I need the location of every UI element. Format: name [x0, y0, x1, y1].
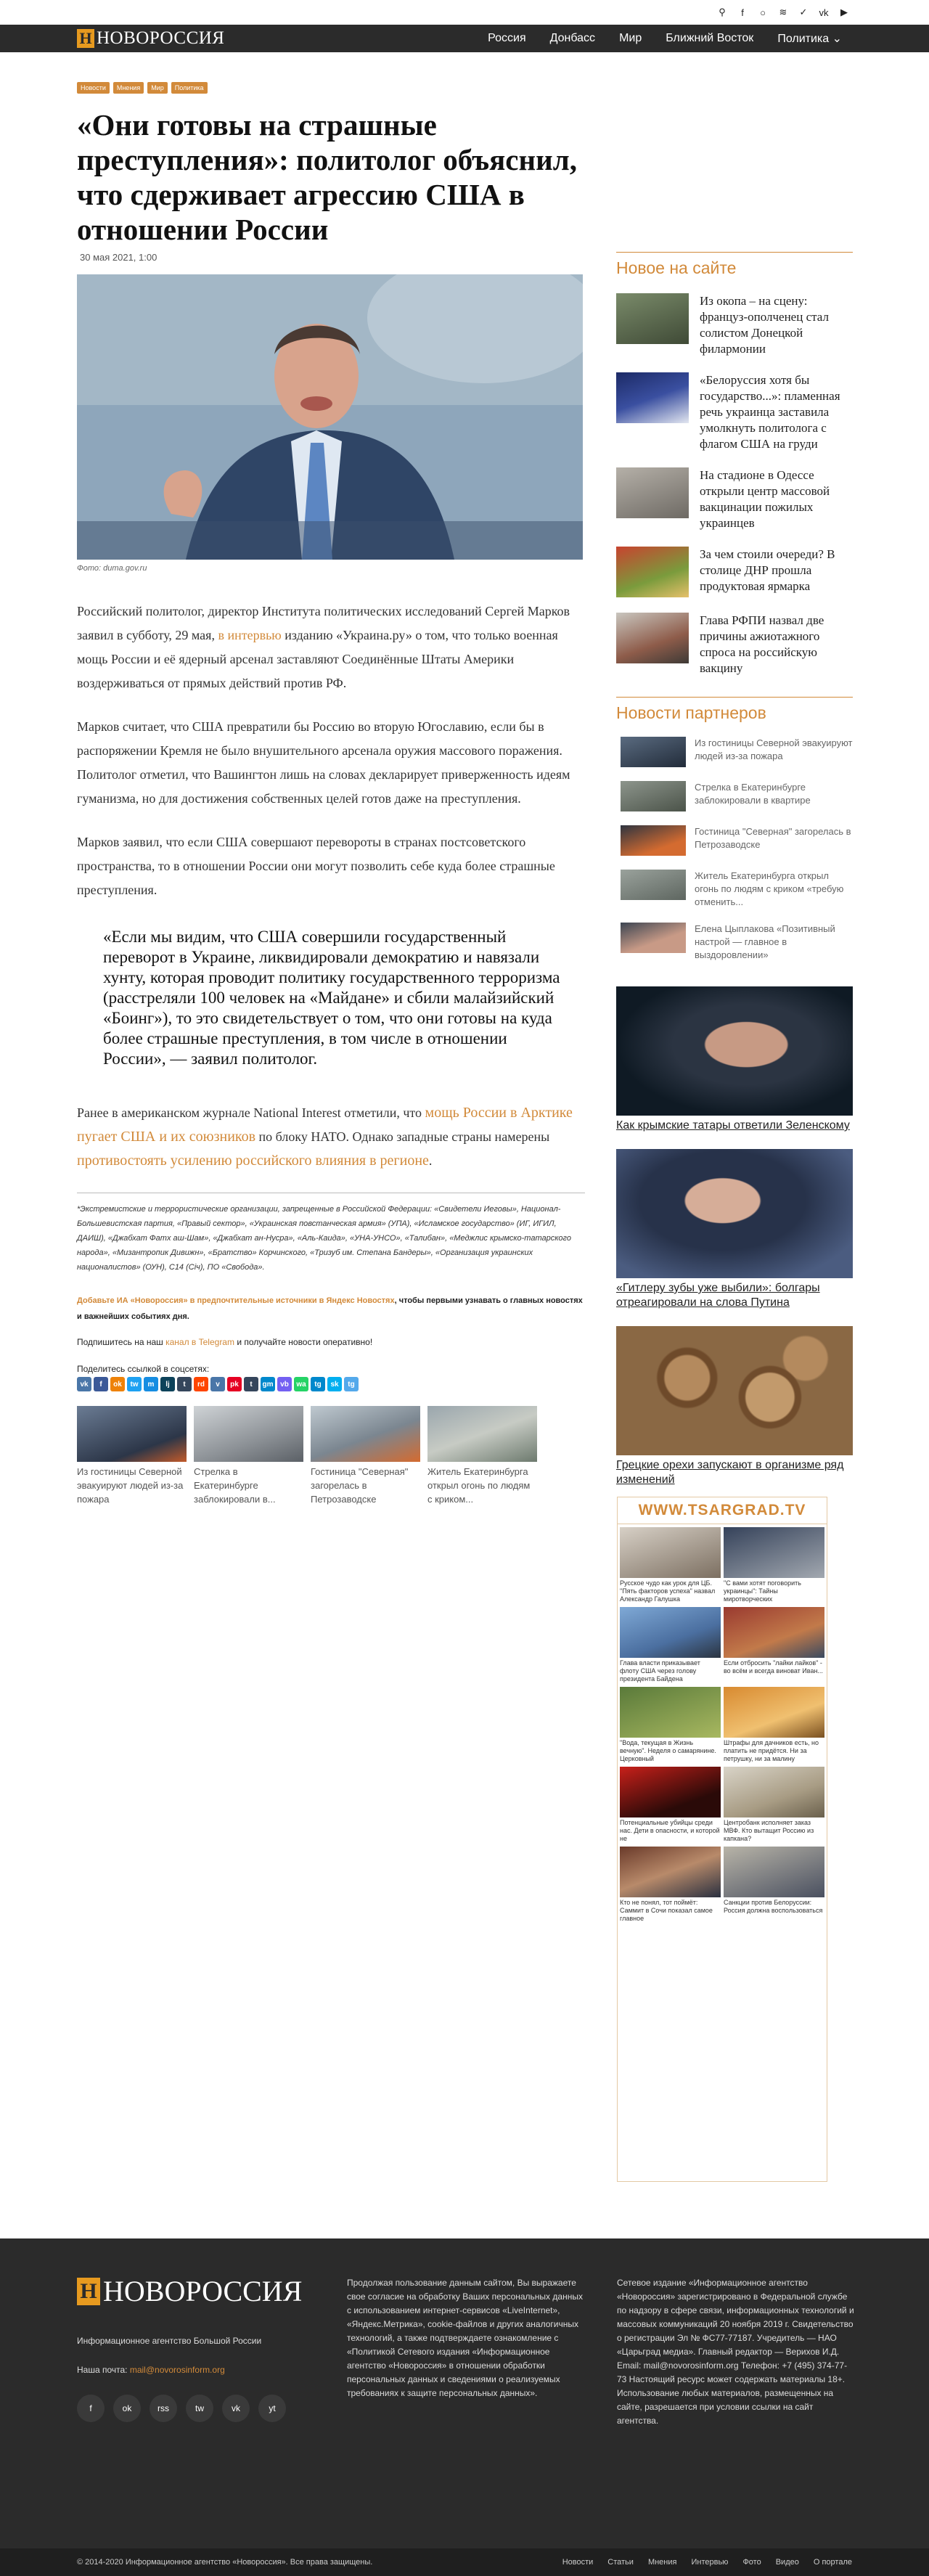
- article-quote: «Если мы видим, что США совершили государственный переворот в Украине, ликвидировали демократию и навязали хунту, которая проводит политику государственного терроризма (расстреляли 100 человек на «Майдане» и сбили малайзийский «Боинг»), то это свидетельствует о том, что они готовы на куда более страшные преступления, в том числе в отношении России», — заявил политолог.: [103, 928, 560, 1068]
- bottom-bar: [0, 2548, 929, 2576]
- promo-title[interactable]: Грецкие орехи запускают в организме ряд изменений: [616, 1459, 844, 1486]
- partner-item[interactable]: [616, 737, 853, 767]
- footer-vk-icon[interactable]: vk: [222, 2395, 250, 2422]
- sidebar-news-item[interactable]: [616, 547, 853, 597]
- promo-title[interactable]: «Гитлеру зубы уже выбили»: болгары отреагировали на слова Путина: [616, 1282, 820, 1309]
- promo-block[interactable]: [616, 1326, 853, 1487]
- partner-title: Гостиница "Северная" загорелась в Петрозаводске: [695, 826, 851, 850]
- tg-text-a: Подпишитесь на наш: [77, 1337, 166, 1347]
- article-headline: «Они готовы на страшные преступления»: политолог объяснил, что сдерживает агрессию США в отношении России: [77, 108, 577, 246]
- nav-item-politics[interactable]: Политика ⌄: [777, 33, 842, 45]
- tsargrad-title: Кто не понял, тот поймёт: Саммит в Сочи показал самое главное: [620, 1899, 713, 1922]
- share-mailru-icon[interactable]: m: [144, 1377, 158, 1391]
- partner-thumb: [621, 781, 686, 811]
- tsargrad-thumb: [724, 1847, 824, 1897]
- related-thumb: [311, 1406, 420, 1462]
- twitter-icon[interactable]: ✓: [799, 7, 808, 17]
- footer-link-interviews[interactable]: Интервью: [691, 2558, 729, 2567]
- share-whatsapp-icon[interactable]: wa: [294, 1377, 308, 1391]
- footer-twitter-icon[interactable]: tw: [186, 2395, 213, 2422]
- share-vk-icon[interactable]: vk: [77, 1377, 91, 1391]
- footer-facebook-icon[interactable]: f: [77, 2395, 105, 2422]
- related-thumb: [194, 1406, 303, 1462]
- tsargrad-item[interactable]: [724, 1607, 824, 1684]
- tag-news[interactable]: Новости: [77, 82, 110, 94]
- tsargrad-title: Санкции против Белоруссии: Россия должна воспользоваться: [724, 1899, 823, 1914]
- site-footer: [0, 2238, 929, 2548]
- sidebar-news-item[interactable]: [616, 613, 853, 676]
- logo-text: НОВОРОССИЯ: [97, 28, 225, 48]
- tag-world[interactable]: Мир: [147, 82, 168, 94]
- news-title: На стадионе в Одессе открыли центр массовой вакцинации пожилых украинцев: [700, 468, 830, 530]
- tsargrad-thumb: [724, 1767, 824, 1817]
- tsargrad-item[interactable]: [620, 1847, 721, 1923]
- partner-thumb: [621, 737, 686, 767]
- tsargrad-item[interactable]: [620, 1527, 721, 1604]
- partner-item[interactable]: [616, 923, 853, 962]
- tsargrad-title: Потенциальные убийцы среди нас. Дети в опасности, и которой не: [620, 1819, 720, 1842]
- share-telegram2-icon[interactable]: tg: [344, 1377, 359, 1391]
- promo-image: [616, 986, 853, 1116]
- footer-link-video[interactable]: Видео: [775, 2558, 799, 2567]
- tsargrad-title: Если отбросить "лайки лайков" - во всём и всегда виноват Иван...: [724, 1659, 823, 1675]
- p1-text-b: изданию «Украина.ру» о том, что только военная мощь России и её ядерный арсенал заставляют Соединённые Штаты Америки воздерживаться от прямых действий против РФ.: [77, 628, 558, 690]
- related-card[interactable]: [427, 1406, 537, 1505]
- related-card[interactable]: [77, 1406, 187, 1505]
- main-nav: [0, 25, 929, 52]
- news-thumb: [616, 613, 689, 663]
- photo-caption: Фото: duma.gov.ru: [77, 564, 147, 573]
- partner-title: Житель Екатеринбурга открыл огонь по людям с криком «требую отменить...: [695, 870, 844, 907]
- facebook-icon[interactable]: f: [741, 7, 744, 18]
- main-photo-illustration: [77, 274, 583, 560]
- tsargrad-item[interactable]: [724, 1847, 824, 1923]
- footer-email: [77, 2365, 225, 2375]
- influence-link[interactable]: противостоять усилению российского влияния в регионе: [77, 1153, 429, 1169]
- tsargrad-thumb: [620, 1687, 721, 1738]
- tsargrad-head[interactable]: WWW.TSARGRAD.TV: [618, 1497, 827, 1524]
- p4-text-b: по блоку НАТО. Однако западные страны намерены: [255, 1129, 550, 1144]
- related-card[interactable]: [311, 1406, 420, 1505]
- article-main-photo: [77, 274, 583, 560]
- tsargrad-item[interactable]: [620, 1687, 721, 1764]
- nav-menu: [464, 25, 842, 52]
- ok-icon[interactable]: ○: [760, 7, 766, 18]
- p1-text-a: Российский политолог, директор Института политических исследований Сергей Марков заявил в субботу, 29 мая,: [77, 604, 570, 642]
- footer-social: [77, 2395, 286, 2422]
- share-label: Поделитесь ссылкой в соцсетях:: [77, 1364, 210, 1374]
- footer-logo-text: НОВОРОССИЯ: [103, 2275, 303, 2307]
- related-title: Из гостиницы Северной эвакуируют людей из-за пожара: [77, 1466, 184, 1505]
- news-thumb: [616, 467, 689, 518]
- footer-link-articles[interactable]: Статьи: [607, 2558, 634, 2567]
- paragraph-2: Марков считает, что США превратили бы Россию во вторую Югославию, если бы в распоряжении Кремля не было внушительного арсенала оружия массового поражения. Политолог отметил, что Вашингтон лишь на словах декларирует приверженность идеям гуманизма, но для достижения собственных целей готов даже на преступления.: [77, 719, 570, 806]
- promo-block[interactable]: [616, 1149, 853, 1310]
- tsargrad-item[interactable]: [724, 1767, 824, 1844]
- arctic-link[interactable]: мощь России в Арктике пугает США и их союзников: [77, 1105, 573, 1145]
- related-title: Стрелка в Екатеринбурге заблокировали в...: [194, 1466, 276, 1505]
- partner-title: Елена Цыплакова «Позитивный настрой — главное в выздоровлении»: [695, 923, 835, 960]
- tsargrad-thumb: [620, 1847, 721, 1897]
- footer-link-opinions[interactable]: Мнения: [647, 2558, 677, 2567]
- p4-text-c: .: [428, 1153, 433, 1168]
- tsargrad-title: Глава власти приказывает флоту США через голову президента Байдена: [620, 1659, 700, 1682]
- footer-email-link[interactable]: mail@novorosinform.org: [129, 2365, 225, 2375]
- share-tumblr-icon[interactable]: t: [177, 1377, 192, 1391]
- article: [77, 82, 585, 1505]
- news-title: Из окопа – на сцену: француз-ополченец стал солистом Донецкой филармонии: [700, 294, 829, 356]
- top-bar: [0, 0, 929, 25]
- sidebar-news-item[interactable]: [616, 293, 853, 357]
- tg-text-b: и получайте новости оперативно!: [234, 1337, 373, 1347]
- footer-email-label: Наша почта:: [77, 2365, 130, 2375]
- news-title: За чем стоили очереди? В столице ДНР прошла продуктовая ярмарка: [700, 547, 835, 593]
- footer-ok-icon[interactable]: ok: [113, 2395, 141, 2422]
- tsargrad-thumb: [724, 1687, 824, 1738]
- tsargrad-title: "С вами хотят поговорить украинцы": Тайны миротворческих: [724, 1579, 801, 1603]
- sidebar: [616, 252, 853, 1487]
- footer-rss-icon[interactable]: rss: [150, 2395, 177, 2422]
- interview-link[interactable]: в интервью: [218, 628, 282, 642]
- related-thumb: [77, 1406, 187, 1462]
- tsargrad-title: Штрафы для дачников есть, но платить не придётся. Ни за петрушку, ни за малину: [724, 1739, 819, 1762]
- telegram-link[interactable]: канал в Telegram: [165, 1337, 234, 1347]
- footer-privacy-text: Продолжая пользование данным сайтом, Вы выражаете свое согласие на обработку Ваших персональных данных с использованием интернет-сервисов «LiveInternet», «Яндекс.Метрика», cookie-файлов и других аналогичных технологий, а также подтверждаете ознакомление с «Политикой Сетевого издания «Информационное агентство «Новороссия» в отношении обработки персональных данных и сведениями о реализуемых требованиях к защите персональных данных».: [347, 2278, 583, 2398]
- news-thumb: [616, 547, 689, 597]
- article-body: [77, 600, 585, 902]
- rss-icon[interactable]: ≋: [779, 7, 787, 17]
- footer-links: [562, 2558, 852, 2567]
- new-on-site-title: Новое на сайте: [616, 252, 853, 278]
- logo-mark: Н: [77, 29, 94, 48]
- paragraph-4: [77, 1101, 585, 1173]
- footer-logo[interactable]: [77, 2275, 303, 2307]
- related-card[interactable]: [194, 1406, 303, 1505]
- partner-title: Из гостиницы Северной эвакуируют людей из-за пожара: [695, 737, 853, 761]
- telegram-cta: [77, 1337, 585, 1347]
- partner-item[interactable]: [616, 781, 853, 811]
- footer-link-photo[interactable]: Фото: [742, 2558, 761, 2567]
- share-telegram-icon[interactable]: tg: [311, 1377, 325, 1391]
- share-buttons: [77, 1377, 585, 1391]
- partner-item[interactable]: [616, 825, 853, 856]
- tsargrad-title: Русское чудо как урок для ЦБ. "Пять факторов успеха" назвал Александр Галушка: [620, 1579, 716, 1603]
- related-thumb: [427, 1406, 537, 1462]
- promo-image: [616, 1326, 853, 1455]
- tsargrad-thumb: [620, 1527, 721, 1578]
- tag-politics[interactable]: Политика: [171, 82, 208, 94]
- tsargrad-grid: [618, 1524, 827, 1926]
- vk-icon[interactable]: vk: [819, 7, 829, 18]
- footer-registration-text: Сетевое издание «Информационное агентство «Новороссия» зарегистрировано в Федеральной службе по надзору в сфере связи, информационных технологий и массовых коммуникаций 20 ноября 2019 г. Свидетельство о регистрации Эл № ФС77-77187. Учредитель — НАО «Царьград медиа». Главный редактор — Верихов И.Д. Email: mail@novorosinform.org Телефон: +7 (495) 374-77-73 Настоящий ресурс может содержать материалы 18+. Использование любых материалов, размещенных на сайте, разрешается при условии ссылки на сайт агентства.: [617, 2278, 854, 2426]
- tsargrad-thumb: [724, 1527, 824, 1578]
- tsargrad-item[interactable]: [620, 1607, 721, 1684]
- nav-item-world[interactable]: Мир: [619, 32, 642, 44]
- footer-link-news[interactable]: Новости: [562, 2558, 594, 2567]
- promo-title[interactable]: Как крымские татары ответили Зеленскому: [616, 1119, 850, 1132]
- sidebar-news-item[interactable]: [616, 467, 853, 531]
- footer-agency: Информационное агентство Большой России: [77, 2336, 262, 2346]
- paragraph-1: [77, 600, 585, 695]
- share-skype-icon[interactable]: sk: [327, 1377, 342, 1391]
- tsargrad-title: Центробанк исполняет заказ МВФ. Кто вытащит Россию из капкана?: [724, 1819, 814, 1842]
- share-gmail-icon[interactable]: gm: [261, 1377, 275, 1391]
- tsargrad-widget-panel: [617, 1497, 827, 2182]
- share-tumblr2-icon[interactable]: t: [244, 1377, 258, 1391]
- yandex-news-cta: [77, 1293, 585, 1325]
- footer-link-about[interactable]: О портале: [813, 2558, 852, 2567]
- tsargrad-item[interactable]: [620, 1767, 721, 1844]
- news-title: «Белоруссия хотя бы государство...»: пламенная речь украинца заставила умолкнуть политолога с флагом США на груди: [700, 373, 840, 451]
- nav-item-donbass[interactable]: Донбасс: [549, 32, 596, 44]
- nav-item-russia[interactable]: Россия: [488, 32, 526, 44]
- footnote-block: [77, 1193, 585, 1275]
- partners-title: Новости партнеров: [616, 697, 853, 723]
- news-thumb: [616, 372, 689, 423]
- promo-image: [616, 1149, 853, 1278]
- share-pocket-icon[interactable]: pk: [227, 1377, 242, 1391]
- partner-title: Стрелка в Екатеринбурге заблокировали в квартире: [695, 782, 811, 806]
- partner-thumb: [621, 923, 686, 953]
- extremist-footnote: *Экстремистские и террористические организации, запрещенные в Российской Федерации: «Свидетели Иеговы», Национал-Большевистская партия, «Правый сектор», «Украинская повстанческая армия» (УПА), «Исламское государство» (ИГ, ИГИЛ, ДАИШ), «Джабхат Фатх аш-Шам», «Джабхат ан-Нусра», «Аль-Каида», «УНА-УНСО», «Талибан», «Меджлис крымско-татарского народа», «Мизантропик Дивижн», «Братство» Корчинского, «Тризуб им. Степана Бандеры», «Организация украинских националистов» (ОУН), С14 (Січ), ПО «Свобода».: [77, 1205, 571, 1272]
- top-social-icons: [716, 6, 851, 19]
- copyright: © 2014-2020 Информационное агентство «Новороссия». Все права защищены.: [77, 2558, 373, 2567]
- partner-thumb: [621, 825, 686, 856]
- news-title: Глава РФПИ назвал две причины ажиотажного спроса на российскую вакцину: [700, 613, 824, 675]
- yandex-news-link[interactable]: Добавьте ИА «Новороссия» в предпочтительные источники в Яндекс Новостях: [77, 1296, 395, 1305]
- share-lj-icon[interactable]: lj: [160, 1377, 175, 1391]
- article-body-end: [77, 1101, 585, 1173]
- share-twitter-icon[interactable]: tw: [127, 1377, 142, 1391]
- share-viber-icon[interactable]: vb: [277, 1377, 292, 1391]
- tag-opinions[interactable]: Мнения: [113, 82, 144, 94]
- news-thumb: [616, 293, 689, 344]
- related-title: Житель Екатеринбурга открыл огонь по людям с криком...: [427, 1466, 531, 1505]
- footer-logo-mark: Н: [77, 2278, 100, 2305]
- article-date: 30 мая 2021, 1:00: [80, 252, 157, 263]
- share-reddit-icon[interactable]: rd: [194, 1377, 208, 1391]
- related-title: Гостиница "Северная" загорелась в Петрозаводске: [311, 1466, 409, 1505]
- related-news: [77, 1406, 585, 1505]
- youtube-icon[interactable]: ▶: [840, 7, 848, 17]
- article-tags: [77, 82, 585, 94]
- tsargrad-thumb: [620, 1767, 721, 1817]
- nav-item-middle-east[interactable]: Ближний Восток: [666, 32, 754, 44]
- site-logo[interactable]: [77, 29, 224, 48]
- tsargrad-title: "Вода, текущая в Жизнь вечную". Неделя о самарянине. Церковный: [620, 1739, 716, 1762]
- share-ok-icon[interactable]: ok: [110, 1377, 125, 1391]
- sidebar-news-item[interactable]: [616, 372, 853, 452]
- promo-block[interactable]: [616, 986, 853, 1133]
- share-vk2-icon[interactable]: v: [210, 1377, 225, 1391]
- footer-youtube-icon[interactable]: yt: [258, 2395, 286, 2422]
- partner-item[interactable]: [616, 870, 853, 909]
- share-facebook-icon[interactable]: f: [94, 1377, 108, 1391]
- tsargrad-item[interactable]: [724, 1687, 824, 1764]
- p4-text-a: Ранее в американском журнале National Interest отметили, что: [77, 1105, 425, 1120]
- yandex-cta-rest: , чтобы первыми узнавать о главных новостях и важнейших событиях дня.: [77, 1296, 583, 1321]
- tsargrad-thumb: [724, 1607, 824, 1658]
- partner-thumb: [621, 870, 686, 900]
- search-icon[interactable]: ⚲: [719, 7, 726, 17]
- tsargrad-item[interactable]: [724, 1527, 824, 1604]
- tsargrad-thumb: [620, 1607, 721, 1658]
- paragraph-3: Марков заявил, что если США совершают перевороты в странах постсоветского пространства, то в отношении России они могут позволить себе куда более страшные преступления.: [77, 835, 555, 897]
